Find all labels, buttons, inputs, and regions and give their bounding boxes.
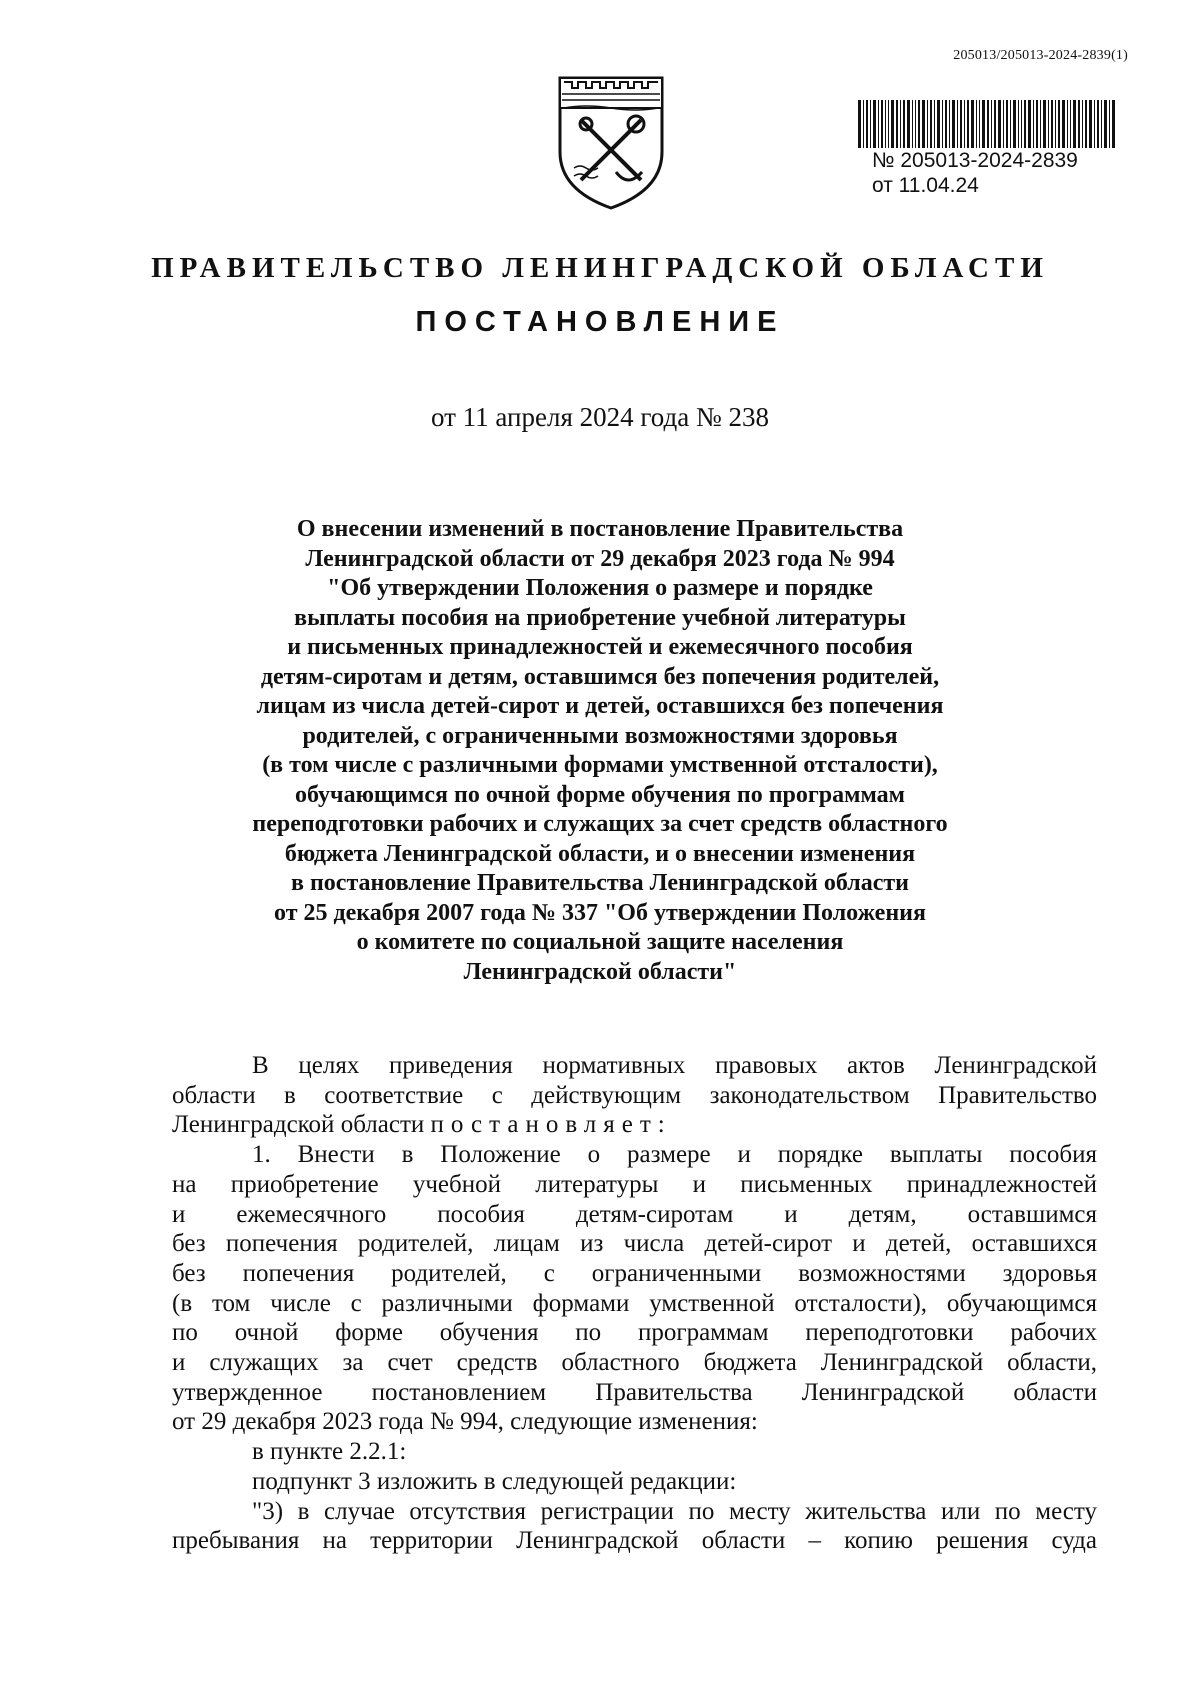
- subject-line: выплаты пособия на приобретение учебной литературы: [294, 604, 906, 631]
- subject-line: Ленинградской области": [463, 958, 737, 985]
- body-line: и ежемесячного пособия детям-сиротам и детям, оставшимся: [172, 1200, 1097, 1228]
- body-line: и служащих за счет средств областного бюджета Ленинградской области,: [172, 1349, 1097, 1377]
- barcode-icon: [858, 100, 1116, 148]
- registration-number: № 205013-2024-2839: [872, 149, 1078, 172]
- subject-line: детям-сиротам и детям, оставшимся без попечения родителей,: [260, 663, 940, 690]
- body-line: без попечения родителей, лицам из числа детей-сирот и детей, оставшихся: [172, 1230, 1097, 1258]
- registration-date: от 11.04.24: [872, 174, 979, 197]
- coat-of-arms-icon: [556, 72, 666, 212]
- clause-line: в пункте 2.2.1:: [252, 1438, 407, 1466]
- document-subject: [0, 515, 1200, 987]
- subject-line: (в том числе с различными формами умственной отсталости),: [262, 752, 938, 778]
- subject-line: бюджета Ленинградской области, и о внесении изменения: [284, 840, 916, 867]
- document-id: 205013/205013-2024-2839(1): [953, 48, 1128, 63]
- decree-verb: постановляет:: [430, 1111, 672, 1139]
- document-date-number: от 11 апреля 2024 года № 238: [430, 402, 769, 432]
- body-line: [172, 1110, 1097, 1140]
- body-line: 1. Внести в Положение о размере и порядке выплаты пособия: [252, 1141, 1097, 1169]
- body-line: (в том числе с различными формами умственной отсталости), обучающимся: [172, 1289, 1097, 1317]
- subject-line: переподготовки рабочих и служащих за счет средств областного: [252, 811, 948, 837]
- quote-line: пребывания на территории Ленинградской области – копию решения суда: [172, 1527, 1097, 1555]
- subject-line: Ленинградской области от 29 декабря 2023 года № 994: [305, 545, 895, 572]
- subclause-line: подпункт 3 изложить в следующей редакции:: [252, 1467, 737, 1495]
- body-line: области в соответствие с действующим законодательством Правительство: [172, 1081, 1097, 1109]
- body-text: Ленинградской области: [172, 1111, 431, 1139]
- subject-line: лицам из числа детей-сирот и детей, оставшихся без попечения: [256, 693, 944, 719]
- subject-line: от 25 декабря 2007 года № 337 "Об утверждении Положения: [274, 899, 926, 926]
- subject-line: и письменных принадлежностей и ежемесячного пособия: [287, 634, 913, 660]
- document-kind: ПОСТАНОВЛЕНИЕ: [415, 306, 785, 338]
- subject-line: "Об утверждении Положения о размере и порядке: [327, 575, 873, 601]
- quote-line: "3) в случае отсутствия регистрации по месту жительства или по месту: [252, 1497, 1097, 1525]
- subject-line: в постановление Правительства Ленинградской области: [291, 870, 909, 896]
- body-line: от 29 декабря 2023 года № 994, следующие изменения:: [172, 1408, 758, 1436]
- registration-block: [858, 100, 1118, 198]
- government-title: ПРАВИТЕЛЬСТВО ЛЕНИНГРАДСКОЙ ОБЛАСТИ: [151, 252, 1049, 284]
- body-line: без попечения родителей, с ограниченными возможностями здоровья: [172, 1259, 1097, 1287]
- subject-line: обучающимся по очной форме обучения по программам: [294, 781, 906, 808]
- subject-line: родителей, с ограниченными возможностями здоровья: [302, 722, 898, 749]
- body-line: В целях приведения нормативных правовых актов Ленинградской: [252, 1052, 1097, 1079]
- body-line: по очной форме обучения по программам переподготовки рабочих: [172, 1319, 1097, 1347]
- body-line: на приобретение учебной литературы и письменных принадлежностей: [172, 1170, 1097, 1198]
- subject-line: О внесении изменений в постановление Правительства: [296, 516, 904, 542]
- document-body: [172, 1051, 1097, 1556]
- body-line: утвержденное постановлением Правительства Ленинградской области: [172, 1378, 1097, 1406]
- subject-line: о комитете по социальной защите населения: [356, 929, 844, 955]
